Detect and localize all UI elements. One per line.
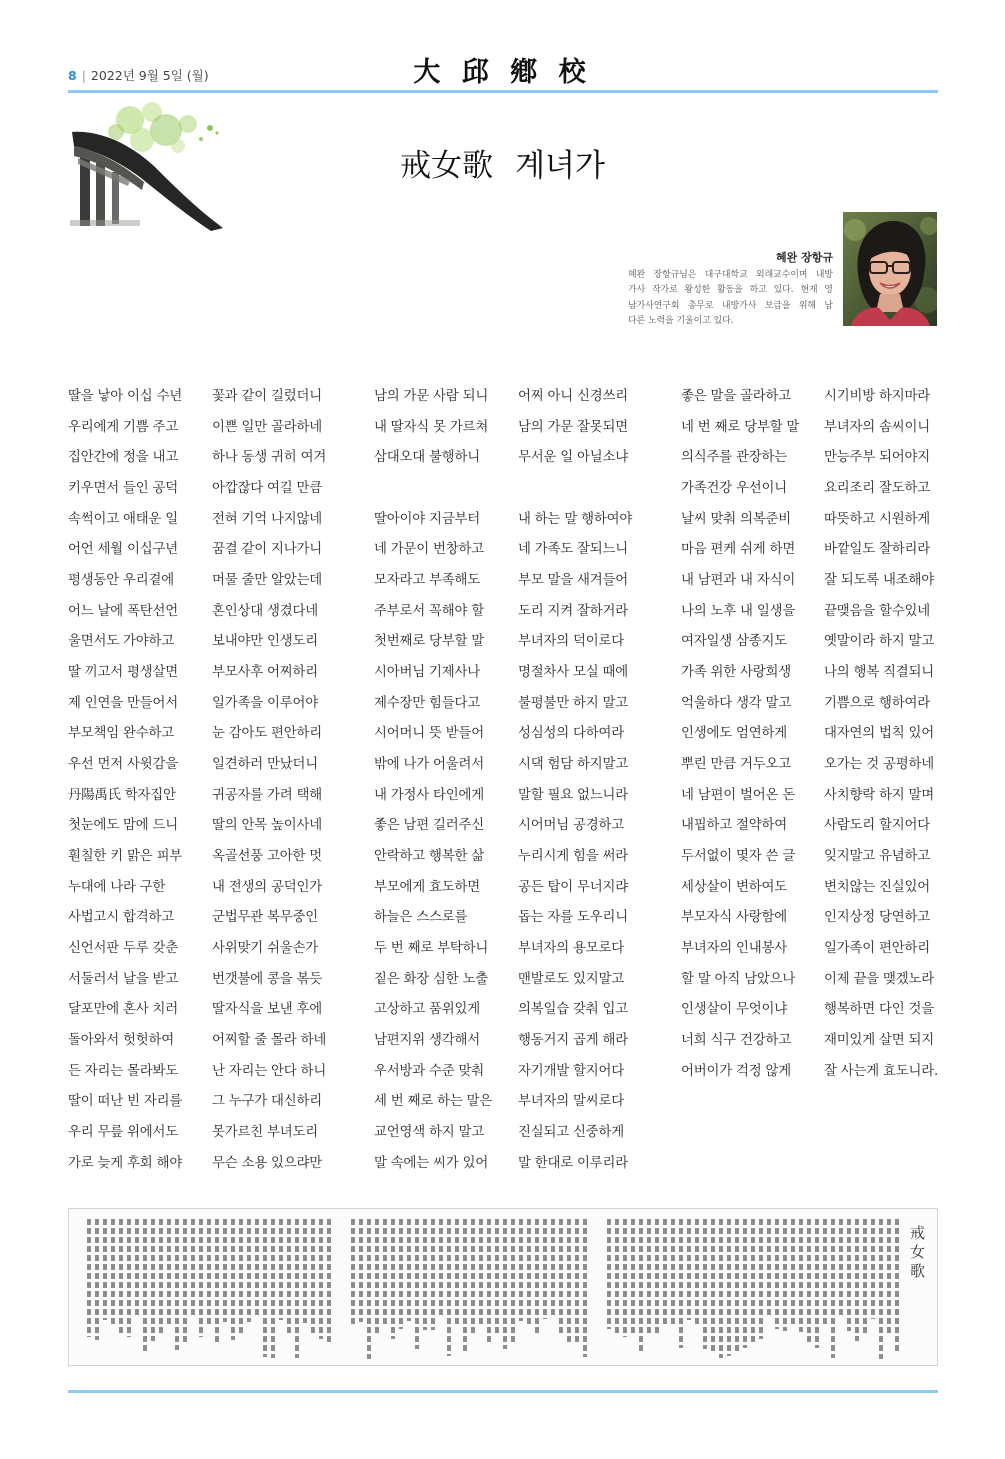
poem-line: 내 남편과 내 자식이 (681, 573, 796, 589)
newspaper-masthead: 大 邱 鄕 校 (413, 57, 592, 88)
poem-line: 난 자리는 안다 하니 (212, 1063, 327, 1079)
calligraphy-column (429, 1219, 437, 1330)
poem-line: 든 자리는 몰라봐도 (68, 1063, 178, 1079)
calligraphy-column (453, 1219, 461, 1325)
poem-line: 변치않는 진실있어 (824, 879, 930, 895)
calligraphy-column (181, 1219, 189, 1344)
poem-line: 딸을 낳아 이십 수년 (68, 389, 183, 404)
poem-line: 모자라고 부족해도 (374, 573, 480, 589)
poem-line: 딸자식을 보낸 후에 (212, 1002, 322, 1018)
calligraphy-column (661, 1219, 669, 1326)
calligraphy-column (141, 1219, 149, 1354)
calligraphy-column (149, 1219, 157, 1341)
calligraphy-column (357, 1219, 365, 1322)
poem-line: 고상하고 품위있게 (374, 1002, 480, 1018)
calligraphy-column (781, 1219, 789, 1331)
poem-line: 네 가문이 번창하고 (374, 542, 484, 558)
calligraphy-column (757, 1219, 765, 1339)
poem-line: 부녀자의 솜씨이니 (824, 419, 930, 435)
calligraphy-column (245, 1219, 253, 1322)
calligraphy-column (213, 1219, 221, 1345)
poem-line: 전혀 기억 나지않네 (212, 511, 322, 527)
poem-line: 무슨 소용 있으랴만 (212, 1155, 322, 1171)
poem-line: 우선 먼저 사윗감을 (68, 757, 178, 773)
poem-line: 시기비방 하지마라 (824, 389, 930, 404)
calligraphy-column (765, 1219, 773, 1316)
calligraphy-column (733, 1219, 741, 1353)
poem-line: 내 딸자식 못 가르쳐 (374, 419, 489, 435)
poem-line: 마음 편케 쉬게 하면 (681, 542, 796, 558)
author-bio-line: 가사 작가로 왕성한 활동을 하고 있다. 현재 영 (628, 285, 833, 296)
calligraphy-column (525, 1219, 533, 1325)
poem-line: 가족건강 우선이니 (681, 481, 787, 497)
poem-line: 번갯불에 콩을 볶듯 (212, 971, 322, 987)
poem-line: 불평불만 하지 말고 (518, 695, 628, 711)
poem-line: 나의 노후 내 일생을 (681, 603, 796, 619)
calligraphy-column (365, 1219, 373, 1359)
poem-line: 丹陽禹氏 학자집안 (68, 787, 176, 803)
calligraphy-column (557, 1219, 565, 1333)
poem-line: 군법무관 복무중인 (212, 910, 318, 926)
calligraphy-column (253, 1219, 261, 1317)
calligraphy-column (821, 1219, 829, 1327)
calligraphy-column (349, 1219, 357, 1327)
calligraphy-column (645, 1219, 653, 1335)
poem-line: 우서방과 수준 맞춰 (374, 1063, 484, 1079)
poem-line: 진실되고 신중하게 (518, 1125, 624, 1141)
calligraphy-column (869, 1219, 877, 1319)
calligraphy-column (685, 1219, 693, 1320)
calligraphy-column (165, 1219, 173, 1327)
author-bio (628, 268, 833, 329)
poem-line: 인생에도 엄연하게 (681, 726, 787, 742)
calligraphy-column (437, 1219, 445, 1318)
calligraphy-column (461, 1219, 469, 1354)
title-hanja: 戒女歌 (400, 148, 494, 184)
poem-line: 부녀자의 용모로다 (518, 941, 624, 957)
calligraphy-column (885, 1219, 893, 1335)
poem-column (681, 382, 799, 1087)
calligraphy-column (893, 1219, 901, 1354)
calligraphy-column (93, 1219, 101, 1340)
poem-line: 의복일습 갖춰 입고 (518, 1002, 628, 1018)
poem-line: 사치향락 하지 말며 (824, 787, 934, 803)
poem-line: 날씨 맞춰 의복준비 (681, 511, 791, 527)
poem-line: 머물 줄만 알았는데 (212, 573, 322, 589)
calligraphy-column (269, 1219, 277, 1358)
poem-line: 도리 지켜 잘하거라 (518, 603, 628, 619)
author-bio-line: 혜완 장항규님은 대구대학교 외래교수이며 내방 (628, 270, 833, 280)
calligraphy-column (317, 1219, 325, 1339)
calligraphy-column (301, 1219, 309, 1323)
footer-divider (68, 1390, 938, 1393)
issue-date: 2022년 9월 5일 (월) (90, 68, 209, 83)
poem-line: 행복하면 다인 것을 (824, 1002, 934, 1018)
author-bio-line: 남가사연구회 총무로 내방가사 보급을 위해 남 (628, 300, 833, 311)
calligraphy-column (445, 1219, 453, 1356)
poem-line: 말 한대로 이루리라 (518, 1155, 628, 1171)
calligraphy-column (693, 1219, 701, 1327)
calligraphy-column (573, 1219, 581, 1344)
calligraphy-column (101, 1219, 109, 1320)
poem-line: 잊지말고 유념하고 (824, 849, 930, 865)
poem-line: 주부로서 꼭해야 할 (374, 603, 484, 619)
calligraphy-column (677, 1219, 685, 1348)
poem-line: 내 가정사 타인에게 (374, 787, 484, 803)
calligraphy-column (501, 1219, 509, 1349)
calligraphy-column (389, 1219, 397, 1339)
calligraphy-column (405, 1219, 413, 1321)
poem-line: 남의 가문 사람 되니 (374, 389, 489, 404)
poem-line: 잘 되도록 내조해야 (824, 573, 934, 589)
poem-line: 서둘러서 날을 받고 (68, 971, 178, 987)
poem-column (68, 382, 182, 1179)
calligraphy-column (725, 1219, 733, 1356)
poem-line: 사위맞기 쉬울손가 (212, 941, 318, 957)
poem-line: 좋은 말을 골라하고 (681, 389, 791, 404)
calligraphy-column (741, 1219, 749, 1348)
calligraphy-column (485, 1219, 493, 1342)
poem-line: 부모에게 효도하면 (374, 879, 480, 895)
calligraphy-column (125, 1219, 133, 1337)
poem-column (824, 382, 938, 1087)
calligraphy-column (773, 1219, 781, 1329)
calligraphy-column (845, 1219, 853, 1331)
calligraphy-column (533, 1219, 541, 1335)
poem-line: 시어머님 공경하고 (518, 818, 624, 834)
poem-line: 우리 무릎 위에서도 (68, 1125, 178, 1141)
calligraphy-column (373, 1219, 381, 1335)
poem-line: 내 하는 말 행하여야 (518, 511, 633, 527)
poem-line: 누대에 나라 구한 (68, 879, 166, 895)
calligraphy-column (229, 1219, 237, 1340)
poem-line: 좋은 남편 길러주신 (374, 818, 484, 834)
poem-line: 잘 사는게 효도니라. (824, 1063, 939, 1079)
calligraphy-column (469, 1219, 477, 1336)
calligraphy-column (477, 1219, 485, 1325)
poem-line: 일가족이 편안하리 (824, 941, 930, 957)
calligraphy-column (669, 1219, 677, 1325)
calligraphy-column (541, 1219, 549, 1319)
calligraphy-columns (69, 1209, 937, 1365)
poem-line: 하나 동생 귀히 여겨 (212, 450, 327, 466)
calligraphy-column (493, 1219, 501, 1333)
calligraphy-column (581, 1219, 589, 1357)
author-name: 혜완 장항규 (776, 251, 833, 264)
poem-line: 울면서도 가야하고 (68, 634, 174, 650)
calligraphy-column (277, 1219, 285, 1320)
calligraphy-column (717, 1219, 725, 1358)
calligraphy-column (189, 1219, 197, 1318)
calligraphy-column (117, 1219, 125, 1334)
poem-line: 눈 감아도 편안하리 (212, 726, 322, 742)
calligraphy-column (133, 1219, 141, 1318)
poem-line: 안락하고 행복한 삶 (374, 849, 484, 865)
poem-line: 성심성의 다하여라 (518, 726, 624, 742)
poem-line: 첫번째로 당부할 말 (374, 634, 484, 650)
poem-line: 시댁 험담 하지말고 (518, 757, 628, 773)
scroll-title: 戒女歌 (908, 1225, 926, 1282)
poem-line: 속썩이고 애태운 일 (68, 511, 178, 527)
poem-line: 명절차사 모실 때에 (518, 665, 628, 681)
poem-line: 나의 행복 직결되니 (824, 665, 934, 681)
poem-line: 이제 끝을 맺겠노라 (824, 971, 934, 987)
poem-line: 사람도리 할지어다 (824, 818, 930, 834)
poem-line: 꽃과 같이 길렀더니 (212, 389, 322, 404)
calligraphy-column (309, 1219, 317, 1333)
poem-line: 옛말이라 하지 말고 (824, 634, 934, 650)
poem-line: 사법고시 합격하고 (68, 910, 174, 926)
calligraphy-column (861, 1219, 869, 1334)
poem-line: 인지상정 당연하고 (824, 910, 930, 926)
calligraphy-column (605, 1219, 613, 1329)
calligraphy-column (109, 1219, 117, 1325)
poem-line: 달포만에 혼사 치러 (68, 1002, 178, 1018)
poem-line: 말 속에는 씨가 있어 (374, 1155, 489, 1171)
calligraphy-column (829, 1219, 837, 1358)
calligraphy-column (221, 1219, 229, 1322)
poem-line: 의식주를 관장하는 (681, 450, 787, 466)
poem-line: 부녀자의 인내봉사 (681, 941, 787, 957)
poem-line: 딸 끼고서 평생살면 (68, 665, 178, 681)
poem-line: 여자일생 삼종지도 (681, 634, 787, 650)
calligraphy-column (629, 1219, 637, 1334)
calligraphy-column (709, 1219, 717, 1353)
calligraphy-column (637, 1219, 645, 1352)
header-divider (68, 90, 938, 93)
poem-line: 그 누구가 대신하리 (212, 1094, 322, 1110)
calligraphy-column (173, 1219, 181, 1350)
poem-line: 부녀자의 덕이로다 (518, 634, 624, 650)
poem-line: 가로 늦게 후회 해야 (68, 1155, 183, 1171)
calligraphy-column (413, 1219, 421, 1349)
calligraphy-column (549, 1219, 557, 1317)
header-separator: | (81, 68, 86, 83)
poem-line: 뿌린 만큼 거두오고 (681, 757, 791, 773)
title-hangul: 계녀가 (515, 148, 605, 184)
poem-line: 부모책임 완수하고 (68, 726, 174, 742)
poem-line: 두서없이 몇자 쓴 글 (681, 849, 796, 865)
poem-line: 우리에게 기쁨 주고 (68, 419, 178, 435)
poem-line: 제수장만 힘들다고 (374, 695, 480, 711)
calligraphy-scroll (68, 1208, 938, 1366)
poem-line: 남의 가문 잘못되면 (518, 419, 628, 435)
poem-line: 시아버님 기제사나 (374, 665, 480, 681)
poem-column (212, 382, 326, 1179)
poem-line: 누리시게 힘을 써라 (518, 849, 628, 865)
calligraphy-column (813, 1219, 821, 1348)
calligraphy-column (237, 1219, 245, 1336)
poem-line: 부모사후 어찌하리 (212, 665, 318, 681)
poem-line: 어찌 아니 신경쓰리 (518, 389, 628, 404)
poem-line: 키우면서 들인 공덕 (68, 481, 178, 497)
calligraphy-column (653, 1219, 661, 1334)
poem-line: 부모 말을 새겨들어 (518, 573, 628, 589)
poem-line: 행동거지 곱게 해라 (518, 1033, 628, 1049)
calligraphy-column (397, 1219, 405, 1329)
poem-line: 귀공자를 가려 택해 (212, 787, 322, 803)
poem-line: 삼대오대 불행하니 (374, 450, 480, 466)
calligraphy-column (285, 1219, 293, 1334)
calligraphy-column (261, 1219, 269, 1357)
poem-line (518, 474, 632, 505)
poem-line: 제 인연을 만들어서 (68, 695, 178, 711)
poem-column (518, 382, 632, 1179)
poem-line: 꿈결 같이 지나가니 (212, 542, 322, 558)
poem-line: 할 말 아직 남았으나 (681, 971, 796, 987)
calligraphy-column (749, 1219, 757, 1343)
author-photo (843, 212, 937, 326)
poem-line: 신언서판 두루 갖춘 (68, 941, 178, 957)
poem-line: 내 전생의 공덕인가 (212, 879, 322, 895)
calligraphy-column (381, 1219, 389, 1325)
poem-line: 밖에 나가 어울려서 (374, 757, 484, 773)
poem-line: 오가는 것 공평하네 (824, 757, 934, 773)
poem-line: 네 남편이 벌어온 돈 (681, 787, 796, 803)
calligraphy-column (325, 1219, 333, 1345)
calligraphy-column (509, 1219, 517, 1344)
poem-line: 부녀자의 말씨로다 (518, 1094, 624, 1110)
poem-line: 인생살이 무엇이냐 (681, 1002, 787, 1018)
poem-line: 맨발로도 있지말고 (518, 971, 624, 987)
poem-line: 딸의 안목 높이사네 (212, 818, 322, 834)
poem-line: 따뜻하고 시원하게 (824, 511, 930, 527)
calligraphy-column (789, 1219, 797, 1324)
poem-line: 딸이 떠난 빈 자리를 (68, 1094, 183, 1110)
poem-line: 어느 날에 폭탄선언 (68, 603, 178, 619)
calligraphy-column (837, 1219, 845, 1315)
poem-line: 요리조리 잘도하고 (824, 481, 930, 497)
calligraphy-column (877, 1219, 885, 1359)
calligraphy-column (157, 1219, 165, 1333)
calligraphy-column (853, 1219, 861, 1341)
poem-line: 옥골선풍 고아한 멋 (212, 849, 322, 865)
poem-line: 일견하러 만났더니 (212, 757, 318, 773)
poem-line: 어언 세월 이십구년 (68, 542, 178, 558)
poem-line: 시어머니 뜻 받들어 (374, 726, 484, 742)
calligraphy-column (293, 1219, 301, 1358)
poem-line: 보내야만 인생도리 (212, 634, 318, 650)
poem-line: 네 가족도 잘되느니 (518, 542, 628, 558)
poem-line: 바깥일도 잘하리라 (824, 542, 930, 558)
poem-line: 자기개발 할지어다 (518, 1063, 624, 1079)
calligraphy-column (197, 1219, 205, 1337)
poem-column (374, 382, 492, 1179)
poem-line: 세상살이 변하여도 (681, 879, 787, 895)
calligraphy-column (205, 1219, 213, 1325)
calligraphy-column (421, 1219, 429, 1330)
poem-line: 재미있게 살면 되지 (824, 1033, 934, 1049)
calligraphy-column (797, 1219, 805, 1332)
calligraphy-column (621, 1219, 629, 1337)
calligraphy-column (565, 1219, 573, 1345)
poem-line: 무서운 일 아닐소냐 (518, 450, 628, 466)
poem-line: 훤칠한 키 맑은 피부 (68, 849, 183, 865)
calligraphy-column (85, 1219, 93, 1337)
poem-line: 대자연의 법칙 있어 (824, 726, 934, 742)
poem-line: 못가르친 부녀도리 (212, 1125, 318, 1141)
poem-line: 어버이가 걱정 않게 (681, 1063, 791, 1079)
poem-line: 너희 식구 건강하고 (681, 1033, 791, 1049)
author-bio-line: 다른 노력을 기울이고 있다. (628, 315, 734, 326)
poem-line (374, 474, 492, 505)
poem-line: 일가족을 이루어야 (212, 695, 318, 711)
poem-line: 하늘은 스스로를 (374, 910, 468, 926)
calligraphy-column (613, 1219, 621, 1334)
poem-line: 평생동안 우리곁에 (68, 573, 174, 589)
poem-line: 딸아이야 지금부터 (374, 511, 480, 527)
poem-line: 만능주부 되어야지 (824, 450, 930, 466)
poem-line: 세 번 째로 하는 말은 (374, 1094, 493, 1110)
calligraphy-column (701, 1219, 709, 1349)
poem-line: 억울하다 생각 말고 (681, 695, 791, 711)
poem-line: 말할 필요 없느니라 (518, 787, 628, 803)
poem-line: 이쁜 일만 골라하네 (212, 419, 322, 435)
poem-line: 남편지위 생각해서 (374, 1033, 480, 1049)
page-number: 8 (68, 68, 77, 83)
poem-line: 돕는 자를 도우리니 (518, 910, 628, 926)
article-title (0, 140, 1005, 185)
poem-line: 집안간에 정을 내고 (68, 450, 178, 466)
poem-line: 부모자식 사랑함에 (681, 910, 787, 926)
poem-line: 교언영색 하지 말고 (374, 1125, 484, 1141)
poem-line: 네 번 째로 당부할 말 (681, 419, 800, 435)
poem-line: 공든 탑이 무너지랴 (518, 879, 628, 895)
poem-line: 첫눈에도 맘에 드니 (68, 818, 178, 834)
poem-line: 아깝잖다 여길 만큼 (212, 481, 322, 497)
poem-line: 기쁨으로 행하여라 (824, 695, 930, 711)
calligraphy-column (805, 1219, 813, 1345)
calligraphy-column (517, 1219, 525, 1321)
poem-line: 짙은 화장 심한 노출 (374, 971, 489, 987)
poem-line: 끝맺음을 할수있네 (824, 603, 930, 619)
poem-line: 가족 위한 사랑희생 (681, 665, 791, 681)
poem-line: 두 번 째로 부탁하니 (374, 941, 489, 957)
poem-line: 혼인상대 생겼다네 (212, 603, 318, 619)
poem-line: 돌아와서 헛헛하여 (68, 1033, 174, 1049)
poem-line: 어찌할 줄 몰라 하네 (212, 1033, 327, 1049)
poem-line: 내핍하고 절약하여 (681, 818, 787, 834)
